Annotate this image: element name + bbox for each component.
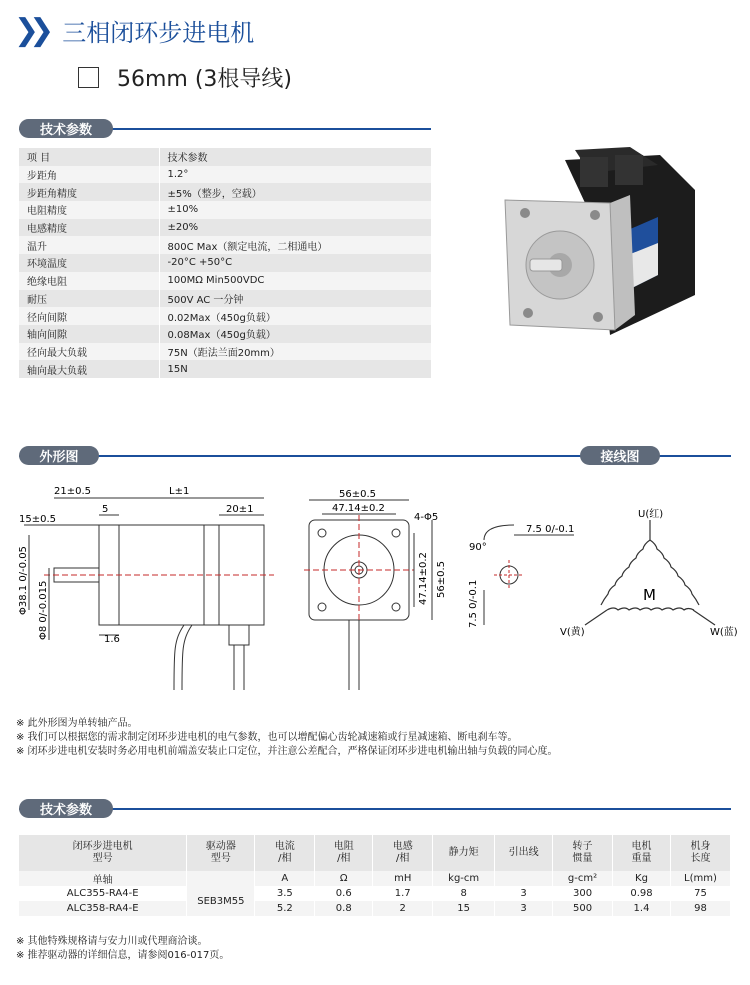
- note-line: ※ 我们可以根据您的需求制定闭环步进电机的电气参数，也可以增配偏心齿轮减速箱或行星减速箱、断电刹车等。: [16, 732, 518, 743]
- section-tab-wiring: 接线图: [580, 446, 660, 465]
- page-title: 三相闭环步进电机: [62, 18, 255, 47]
- table-row: [19, 236, 431, 254]
- col-header: 电阻 /相: [315, 835, 373, 871]
- dim-47-h: 47.14±0.2: [418, 552, 429, 605]
- table-cell: 300: [553, 886, 613, 901]
- table-row: [19, 254, 431, 272]
- table-row: [19, 343, 431, 361]
- param-name: 径向间隙: [19, 307, 159, 325]
- param-value: 100MΩ Min500VDC: [167, 275, 265, 287]
- note-line: ※ 其他特殊规格请与安力川或代理商洽谈。: [16, 936, 208, 947]
- param-name: 温升: [19, 236, 159, 254]
- table-cell: 75: [670, 886, 730, 901]
- section-tab-outline: 外形图: [19, 446, 99, 465]
- spec-table: [19, 835, 731, 916]
- table-cell: 500: [553, 901, 613, 916]
- table-cell: 5.2: [255, 901, 315, 916]
- driver-cell: SEB3M55: [187, 886, 255, 916]
- dim-1-6: 1.6: [104, 634, 120, 645]
- wire-u-label: U(红): [638, 509, 664, 520]
- dim-L: L±1: [169, 486, 190, 497]
- param-name: 轴向最大负载: [19, 360, 159, 378]
- motor-label: M: [643, 586, 656, 604]
- unit-cell: Ω: [315, 871, 373, 886]
- model-cell: ALC355-RA4-E: [19, 886, 187, 901]
- page-subtitle: 56mm (3根导线): [117, 67, 293, 92]
- col-header: 机身 长度: [670, 835, 730, 871]
- col-header: 电机 重量: [613, 835, 671, 871]
- col-header: 静力矩: [433, 835, 495, 871]
- table-row: [19, 219, 431, 237]
- dim-7-5-h: 7.5 0/-0.1: [526, 524, 574, 535]
- table-cell: 3: [495, 901, 553, 916]
- dim-56-h: 56±0.5: [436, 560, 447, 598]
- table-cell: 0.8: [315, 901, 373, 916]
- param-name: 步距角: [19, 166, 159, 184]
- note-line: ※ 闭环步进电机安装时务必用电机前端盖安装止口定位，并注意公差配合，严格保证闭环步进电机输出轴与负载的同心度。: [16, 746, 558, 757]
- subtitle-row: [78, 62, 292, 93]
- table-row: [19, 148, 431, 166]
- unit-cell: L(mm): [670, 871, 730, 886]
- section-tab-params: 技术参数: [19, 119, 113, 138]
- dim-8: Φ8 0/-0.015: [38, 580, 49, 640]
- col-header: 闭环步进电机 型号: [19, 835, 187, 871]
- dim-47-w: 47.14±0.2: [332, 503, 385, 514]
- param-value: -20°C +50°C: [167, 257, 233, 269]
- notes-outline: [16, 717, 558, 759]
- param-value: 15N: [167, 363, 188, 375]
- table-row: [19, 307, 431, 325]
- param-name: 电感精度: [19, 219, 159, 237]
- param-value: 0.08Max（450g负载）: [167, 330, 276, 342]
- param-value: 75N（距法兰面20mm）: [167, 347, 280, 359]
- page-header: [14, 10, 254, 50]
- table-cell: 98: [670, 901, 730, 916]
- section-tab-params-2: 技术参数: [19, 799, 113, 818]
- table-row: [19, 325, 431, 343]
- dim-56-w: 56±0.5: [339, 489, 377, 500]
- table-cell: 0.6: [315, 886, 373, 901]
- dim-90: 90°: [469, 542, 487, 553]
- note-line: ※ 此外形图为单转轴产品。: [16, 718, 138, 729]
- dim-38: Φ38.1 0/-0.05: [18, 546, 29, 615]
- param-value: ±5%（整步，空载）: [167, 188, 262, 200]
- col-header: 转子 惯量: [553, 835, 613, 871]
- unit-cell: 单轴: [19, 871, 187, 886]
- wiring-diagram: [555, 505, 745, 645]
- param-table: [19, 148, 431, 378]
- param-name: 环境温度: [19, 254, 159, 272]
- outline-drawing: [14, 480, 574, 700]
- param-name: 耐压: [19, 290, 159, 308]
- param-value: 500V AC 一分钟: [167, 294, 244, 306]
- table-cell: 3: [495, 886, 553, 901]
- table-row: [19, 272, 431, 290]
- dim-5: 5: [102, 504, 109, 515]
- dim-7-5-v: 7.5 0/-0.1: [468, 579, 479, 628]
- col-header: 电感 /相: [373, 835, 433, 871]
- note-line: ※ 推荐驱动器的详细信息，请参阅016-017页。: [16, 950, 230, 961]
- wire-w-label: W(蓝): [710, 627, 738, 638]
- dim-21: 21±0.5: [54, 486, 92, 497]
- table-row: [19, 166, 431, 184]
- param-value: 技术参数: [167, 153, 208, 165]
- param-name: 绝缘电阻: [19, 272, 159, 290]
- param-name: 轴向间隙: [19, 325, 159, 343]
- table-cell: 1.4: [613, 901, 671, 916]
- param-name: 项 目: [19, 148, 159, 166]
- table-cell: 0.98: [613, 886, 671, 901]
- col-header: 引出线: [495, 835, 553, 871]
- unit-cell: Kg: [613, 871, 671, 886]
- col-header: 电流 /相: [255, 835, 315, 871]
- section-rule: [19, 808, 731, 810]
- unit-cell: [187, 871, 255, 886]
- table-row: [19, 360, 431, 378]
- table-cell: 15: [433, 901, 495, 916]
- param-value: 800C Max（额定电流，二相通电）: [167, 241, 328, 253]
- dim-4-holes: 4-Φ5: [414, 512, 439, 523]
- table-row: [19, 290, 431, 308]
- table-cell: 2: [373, 901, 433, 916]
- table-cell: 1.7: [373, 886, 433, 901]
- checkbox-icon: [78, 67, 99, 88]
- param-value: 1.2°: [167, 169, 189, 181]
- param-name: 径向最大负载: [19, 343, 159, 361]
- param-value: ±20%: [167, 222, 199, 234]
- param-value: ±10%: [167, 204, 199, 216]
- unit-cell: g-cm²: [553, 871, 613, 886]
- unit-cell: A: [255, 871, 315, 886]
- wire-v-label: V(黄): [560, 627, 585, 638]
- unit-cell: [495, 871, 553, 886]
- notes-spec: [16, 935, 229, 963]
- param-name: 步距角精度: [19, 183, 159, 201]
- table-cell: 8: [433, 886, 495, 901]
- unit-cell: mH: [373, 871, 433, 886]
- double-chevron-icon: ❯❯: [14, 12, 45, 48]
- dim-20: 20±1: [226, 504, 254, 515]
- param-name: 电阻精度: [19, 201, 159, 219]
- unit-cell: kg-cm: [433, 871, 495, 886]
- table-row: [19, 183, 431, 201]
- table-cell: 3.5: [255, 886, 315, 901]
- col-header: 驱动器 型号: [187, 835, 255, 871]
- param-value: 0.02Max（450g负载）: [167, 312, 276, 324]
- dim-15: 15±0.5: [19, 514, 57, 525]
- model-cell: ALC358-RA4-E: [19, 901, 187, 916]
- table-row: [19, 201, 431, 219]
- motor-photo: [480, 135, 720, 365]
